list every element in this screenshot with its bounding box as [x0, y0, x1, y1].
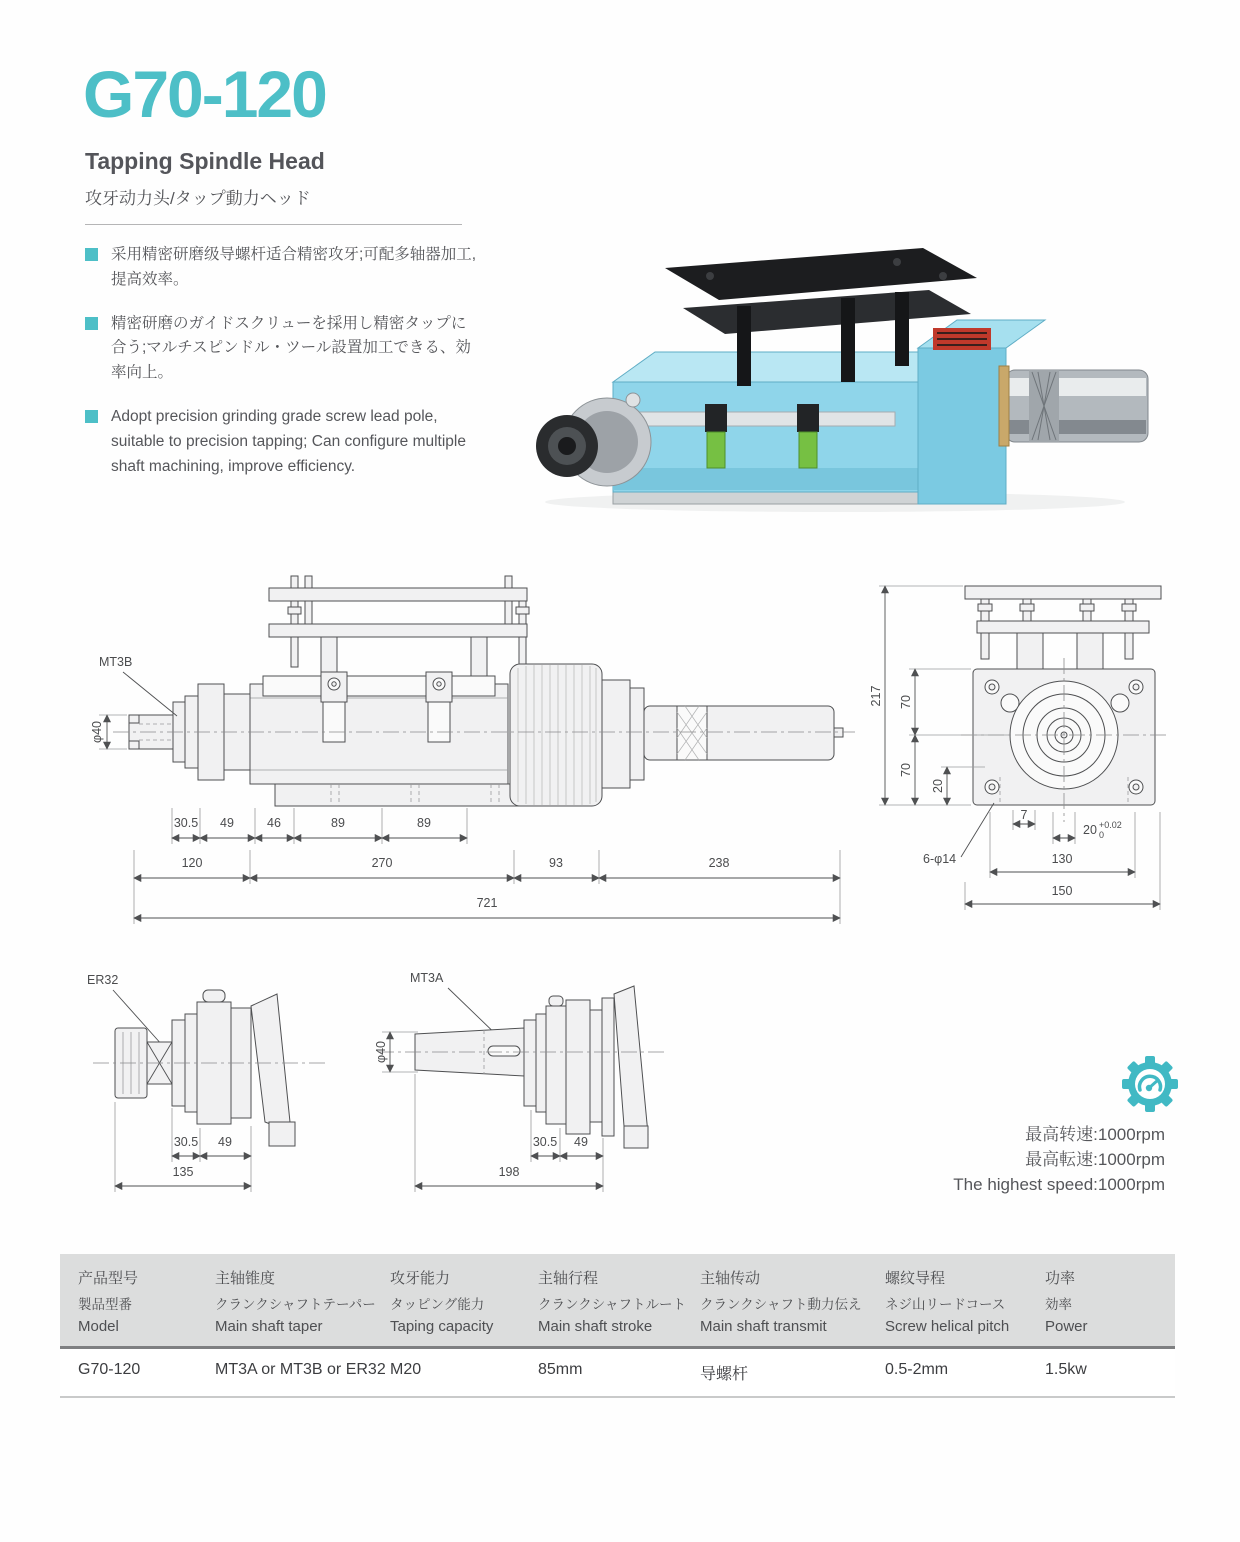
- er32-detail-drawing: [75, 958, 375, 1220]
- dim-130: 130: [1051, 852, 1073, 866]
- header-divider: [85, 224, 462, 225]
- dim-217: 217: [869, 685, 883, 707]
- col-jp: ネジ山リードコース: [885, 1297, 1006, 1312]
- col-en: Main shaft stroke: [538, 1318, 653, 1335]
- col-screw-pitch: [885, 1267, 1045, 1335]
- end-view-drawing: [865, 572, 1195, 944]
- col-shaft-stroke: [538, 1267, 700, 1335]
- dim-150: 150: [1051, 884, 1073, 898]
- mt3a-detail-drawing: [368, 958, 698, 1220]
- spec-table: [60, 1254, 1175, 1398]
- col-en: Power: [1045, 1318, 1088, 1335]
- cell-shaft-stroke: 85mm: [538, 1361, 583, 1378]
- col-taping-capacity: [390, 1267, 538, 1335]
- col-jp: 製品型番: [78, 1297, 132, 1312]
- dim-70-lower: 70: [899, 763, 913, 777]
- dim-198: 198: [498, 1165, 520, 1179]
- feature-item-en: [85, 405, 477, 479]
- col-jp: タッピング能力: [390, 1297, 485, 1312]
- col-zh: 产品型号: [78, 1270, 139, 1287]
- max-speed-zh: 最高转速:1000rpm: [1025, 1125, 1165, 1144]
- col-zh: 主轴锥度: [215, 1270, 276, 1287]
- col-en: Main shaft transmit: [700, 1318, 827, 1335]
- cell-taping-capacity: M20: [390, 1361, 422, 1378]
- dim-20-slot-tol-lower: 0: [1099, 830, 1105, 840]
- dim-30-5: 30.5: [532, 1135, 558, 1149]
- col-en: Main shaft taper: [215, 1318, 323, 1335]
- dim-20-slot: 20: [1083, 823, 1097, 837]
- cell-shaft-taper: MT3A or MT3B or ER32: [215, 1361, 386, 1378]
- col-shaft-taper: [215, 1267, 390, 1335]
- dim-238: 238: [708, 856, 730, 870]
- col-en: Screw helical pitch: [885, 1318, 1010, 1335]
- dim-89b: 89: [417, 816, 431, 830]
- cell-screw-pitch: 0.5-2mm: [885, 1361, 949, 1378]
- dim-20-slot-tol-upper: +0.02: [1099, 820, 1122, 830]
- col-jp: 効率: [1045, 1297, 1072, 1312]
- spec-table-header: [60, 1254, 1175, 1349]
- dim-49: 49: [218, 1135, 232, 1149]
- col-power: [1045, 1267, 1175, 1335]
- dim-49: 49: [220, 816, 234, 830]
- feature-text: 采用精密研磨级导螺杆适合精密攻牙;可配多轴器加工,提高效率。: [111, 246, 477, 288]
- col-shaft-transmit: [700, 1267, 885, 1335]
- taper-label-mt3b: MT3B: [99, 655, 133, 669]
- col-zh: 螺纹导程: [885, 1270, 946, 1287]
- col-zh: 攻牙能力: [390, 1270, 451, 1287]
- dim-46: 46: [267, 816, 281, 830]
- product-name-cnjp: 攻牙动力头/タップ動力ヘッド: [85, 189, 311, 208]
- product-image: [505, 220, 1155, 515]
- side-view-drawing: [85, 572, 875, 944]
- col-jp: クランクシャフトルート: [538, 1297, 686, 1312]
- max-speed-en: The highest speed:1000rpm: [953, 1175, 1165, 1194]
- gear-speedometer-icon: [1120, 1054, 1180, 1114]
- spec-table-row: [60, 1349, 1175, 1398]
- square-bullet-icon: [85, 410, 98, 423]
- dim-30-5: 30.5: [173, 1135, 199, 1149]
- feature-item-jp: [85, 312, 477, 386]
- dim-dia40: φ40: [374, 1040, 388, 1064]
- dim-70-upper: 70: [899, 695, 913, 709]
- feature-item-cn: [85, 243, 477, 293]
- product-name-en: Tapping Spindle Head: [85, 148, 325, 174]
- square-bullet-icon: [85, 317, 98, 330]
- col-en: Taping capacity: [390, 1318, 494, 1335]
- col-zh: 主轴传动: [700, 1270, 761, 1287]
- col-zh: 功率: [1045, 1270, 1076, 1287]
- square-bullet-icon: [85, 248, 98, 261]
- dim-30-5: 30.5: [173, 816, 199, 830]
- col-en: Model: [78, 1318, 119, 1335]
- page-title: G70-120: [83, 57, 326, 131]
- max-speed-jp: 最高転速:1000rpm: [1025, 1150, 1165, 1169]
- col-jp: クランクシャフト動力伝え: [700, 1297, 862, 1312]
- dim-dia40: φ40: [90, 720, 104, 744]
- col-model: [78, 1267, 215, 1335]
- dim-135: 135: [172, 1165, 194, 1179]
- taper-label-mt3a: MT3A: [410, 971, 444, 985]
- dim-721: 721: [476, 896, 498, 910]
- col-zh: 主轴行程: [538, 1270, 599, 1287]
- cell-model: G70-120: [78, 1361, 141, 1378]
- dim-120: 120: [181, 856, 203, 870]
- dim-270: 270: [371, 856, 393, 870]
- dim-49: 49: [574, 1135, 588, 1149]
- cell-shaft-transmit: 导螺杆: [700, 1366, 749, 1383]
- cell-power: 1.5kw: [1045, 1361, 1087, 1378]
- feature-text: 精密研磨のガイドスクリューを採用し精密タップに合う;マルチスピンドル・ツール設置加工できる、効率向上。: [111, 314, 471, 382]
- max-speed-block: [953, 1122, 1165, 1197]
- col-jp: クランクシャフトテーパー: [215, 1297, 376, 1312]
- dim-20-base: 20: [931, 779, 945, 793]
- feature-text: Adopt precision grinding grade screw lead pole, suitable to precision tapping; Can configure multiple shaft machining, improve efficiency.: [111, 407, 466, 475]
- holes-note: 6-φ14: [923, 852, 957, 866]
- dim-93: 93: [549, 856, 563, 870]
- feature-list: [85, 243, 477, 498]
- dim-7: 7: [1020, 808, 1028, 822]
- collet-label-er32: ER32: [87, 973, 119, 987]
- dim-89a: 89: [331, 816, 345, 830]
